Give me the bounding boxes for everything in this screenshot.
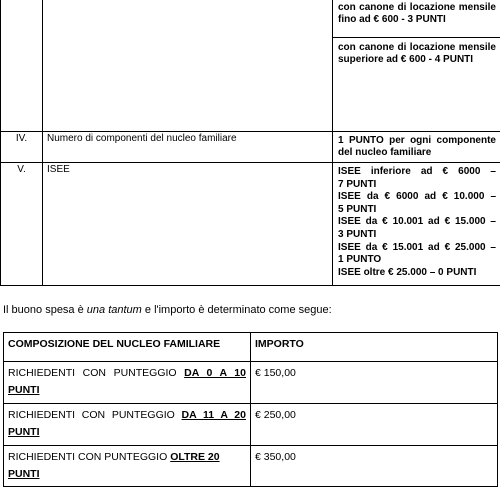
points-cell xyxy=(333,163,500,286)
row-number: V. xyxy=(1,163,43,286)
table-row xyxy=(4,446,498,487)
table-row xyxy=(4,404,498,446)
composition-cell: RICHIEDENTI CON PUNTEGGIO DA 11 A 20 PUNTI xyxy=(4,404,251,446)
points-text: con canone di locazione mensile xyxy=(338,2,496,13)
isee-line: 3 PUNTI xyxy=(338,228,377,240)
table-row xyxy=(1,0,500,132)
isee-line: ISEE inferiore ad € 6000 – xyxy=(338,166,496,177)
score-range: PUNTI xyxy=(8,384,40,396)
isee-line: 7 PUNTI xyxy=(338,178,377,190)
header-amount: IMPORTO xyxy=(251,333,498,362)
points-cell xyxy=(333,132,500,163)
points-text: del nucleo familiare xyxy=(338,147,432,158)
composition-cell: RICHIEDENTI CON PUNTEGGIO DA 0 A 10 PUNTI xyxy=(4,362,251,404)
points-text: fino ad € 600 - 3 PUNTI xyxy=(338,14,446,25)
score-range: PUNTI xyxy=(8,426,40,438)
amount-cell: € 350,00 xyxy=(251,446,498,487)
table-row xyxy=(4,362,498,404)
criterion-label: Numero di componenti del nucleo familiare xyxy=(43,132,333,163)
score-range: DA 0 A 10 xyxy=(184,367,246,379)
points-text: 1 PUNTO per ogni componente xyxy=(338,135,496,146)
amount-table xyxy=(3,332,498,487)
isee-line: ISEE oltre € 25.000 – 0 PUNTI xyxy=(338,266,477,278)
points-text: con canone di locazione mensile xyxy=(338,42,496,53)
composition-cell: RICHIEDENTI CON PUNTEGGIO OLTRE 20 PUNTI xyxy=(4,446,251,487)
amount-cell: € 250,00 xyxy=(251,404,498,446)
table-header-row xyxy=(4,333,498,362)
isee-line: 1 PUNTO xyxy=(338,254,382,266)
number-cell xyxy=(1,0,43,132)
amount-cell: € 150,00 xyxy=(251,362,498,404)
table-row xyxy=(1,132,500,163)
una-tantum-text: una tantum xyxy=(86,304,142,316)
table-row xyxy=(1,163,500,286)
isee-line: 5 PUNTI xyxy=(338,203,377,215)
isee-line: ISEE da € 10.001 ad € 15.000 – xyxy=(338,216,496,228)
score-range: DA 11 A 20 xyxy=(181,409,246,421)
intro-paragraph: Il buono spesa è una tantum e l'importo è determinato come segue: xyxy=(3,304,332,316)
criterion-label: ISEE xyxy=(43,163,333,286)
score-range: OLTRE 20 PUNTI xyxy=(8,451,220,480)
isee-line: ISEE da € 6000 ad € 10.000 – xyxy=(338,191,496,203)
points-text: superiore ad € 600 - 4 PUNTI xyxy=(338,54,474,65)
header-composition: COMPOSIZIONE DEL NUCLEO FAMILIARE xyxy=(4,333,251,362)
row-number: IV. xyxy=(1,132,43,163)
isee-line: ISEE da € 15.001 ad € 25.000 – xyxy=(338,241,496,253)
points-cell xyxy=(333,0,500,132)
criterion-cell xyxy=(43,0,333,132)
